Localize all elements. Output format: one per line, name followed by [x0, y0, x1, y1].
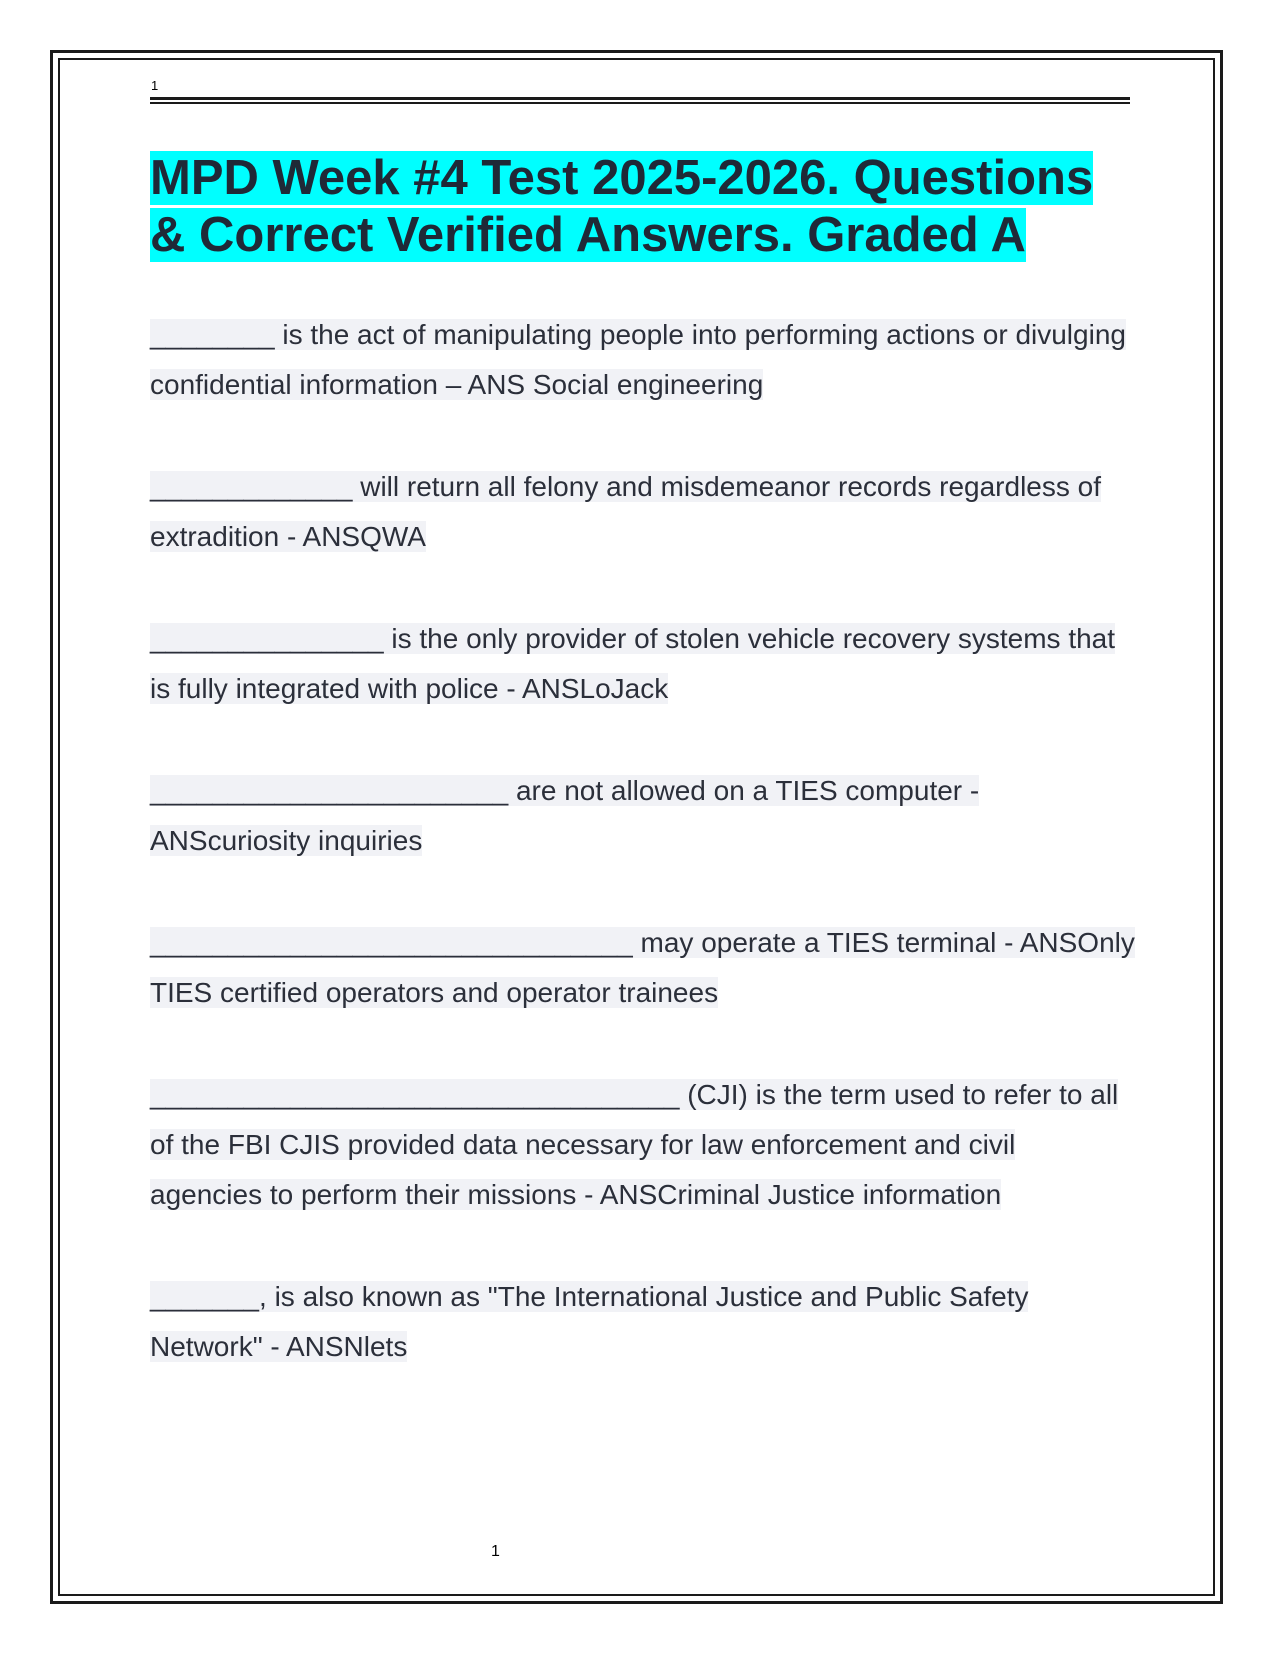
question-item	[150, 1070, 1135, 1220]
question-text: _______________ is the only provider of stolen vehicle recovery systems that is fully integrated with police - ANSLoJack	[150, 623, 1116, 704]
question-item	[150, 310, 1135, 410]
header-rule-thin	[150, 102, 1130, 104]
question-item	[150, 918, 1135, 1018]
footer-page-number: 1	[491, 1543, 500, 1560]
question-text: __________________________________ (CJI) is the term used to refer to all of the FBI CJIS provided data necessary for law enforcement and civil agencies to perform their missions - ANSCriminal Justice information	[150, 1079, 1119, 1210]
question-list	[150, 310, 1135, 1424]
question-text: ________ is the act of manipulating people into performing actions or divulging confidential information – ANS Social engineering	[150, 319, 1126, 400]
question-item	[150, 462, 1135, 562]
header-rule	[150, 97, 1130, 100]
question-text: _____________ will return all felony and misdemeanor records regardless of extradition - ANSQWA	[150, 471, 1102, 552]
question-text: _______, is also known as "The International Justice and Public Safety Network" - ANSNlets	[150, 1281, 1029, 1362]
question-text: _______________________ are not allowed on a TIES computer - ANScuriosity inquiries	[150, 775, 980, 856]
question-item	[150, 766, 1135, 866]
question-text: _______________________________ may operate a TIES terminal - ANSOnly TIES certified operators and operator trainees	[150, 927, 1135, 1008]
document-title	[150, 150, 1140, 264]
document-title-text: MPD Week #4 Test 2025-2026. Questions & Correct Verified Answers. Graded A	[150, 151, 1094, 262]
question-item	[150, 1272, 1135, 1372]
question-item	[150, 614, 1135, 714]
header-page-number: 1	[151, 78, 159, 93]
